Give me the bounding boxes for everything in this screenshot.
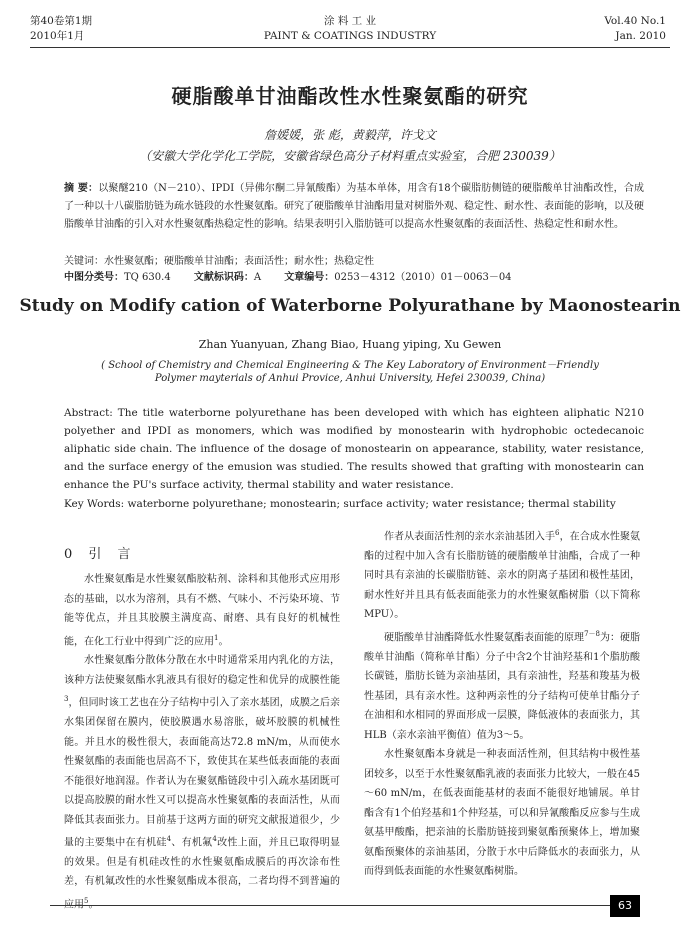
abstract-cn-text: 以聚醚210（N－210）、IPDI（异佛尔酮二异氰酸酯）为基本单体，用含有18个碳脂肪侧链的硬脂酸单甘油酯改性，合成了一种以十八碳脂肪链为疏水链段的水性聚氨酯。研究了硬脂酸单甘油酯用量对树脂外观、稳定性、耐水性、表面能的影响，以及硬脂酸单甘油酯的引入对水性聚氨酯热稳定性的影响。结果表明引入脂肪链可以提高水性聚氨酯的表面活性、热稳定性和耐水性。 (64, 183, 645, 230)
header-center (0, 14, 700, 44)
body-paragraph: 水性聚氨酯本身就是一种表面活性剂，但其结构中极性基团较多，以至于水性聚氨酯乳液的表面张力比较大，一般在45～60 mN/m，在低表面能基材的表面不能很好地铺展。单甘酯含有1个伯羟基和1个仲羟基，可以和异氰酸酯反应参与生成氨基甲酸酯，把亲油的长脂肪链接到聚氨酯预聚体上，增加聚氨酯预聚体的亲油基团，分散于水中后降低水的表面张力，从而得到低表面能的水性聚氨酯树脂。 (364, 749, 640, 878)
journal-en: PAINT & COATINGS INDUSTRY (263, 30, 437, 42)
citation: 6 (555, 529, 560, 537)
footer-rule (50, 905, 610, 906)
title-cn: 硬脂酸单甘油酯改性水性聚氨酯的研究 (171, 84, 529, 108)
keywords-cn-label: 关键词： (64, 256, 104, 267)
abstract-cn (64, 180, 644, 234)
citation: 1 (214, 633, 219, 642)
abstract-en-text: The title waterborne polyurethane has been developed with which has eighteen aliphatic N210 polyether and IPDI as monomers, which was modified by monostearin with hydrophobic octedecanoic aliphatic side chain. The influence of the dosage of monostearin on appearance, stability, water resistance, and the surface energy of the emusion was studied. The results showed that grafting with monostearin can enhance the PU's surface activity, thermal stability and water resistance. (64, 407, 644, 491)
body-paragraph: 水性聚氨酯分散体分散在水中时通常采用内乳化的方法，该种方法使聚氨酯水乳液具有很好的稳定性和优异的成膜性能$^3$，但同时该工艺也在分子结构中引入了亲水基团，成膜之后亲水集团保留在膜内，使胶膜遇水易溶胀，破坏胶膜的机械性能。并且水的极性很大，表面能高达72.8 mN/m，从而使水性聚氨酯的表面能也居高不下，致使其在某些低表面能的表面不能很好地润湿。作者认为在聚氨酯链段中引入疏水基团既可以提高胶膜的耐水性又可以提高水性聚氨酯的表面活性，从而降低其表面张力。目前基于这两方面的研究文献报道很少，少量的主要集中在有机硅$^4$、有机氟$^4$改性上面，并且已取得明显的效果。但是有机硅改性的水性聚氨酯成膜后的再次涂布性差，有机氟改性的水性聚氨酯成本很高，二者均得不到普遍的应用$^5$。 (64, 655, 341, 911)
journal-cn: 涂 料 工 业 (323, 15, 376, 27)
keywords-cn (64, 254, 644, 270)
keywords-en-label: Key Words: (64, 498, 125, 510)
issue-cn: 第40卷第1期 (30, 15, 93, 27)
body-paragraph: 作者从表面活性剂的亲水亲油基团入手$^6$，在合成水性聚氨酯的过程中加入含有长脂肪链的硬脂酸单甘油酯，合成了一种同时具有亲油的长碳脂肪链、亲水的阴离子基团和极性基团，耐水性好并且具有低表面能张力的水性聚氨酯树脂（以下简称MPU）。 (364, 529, 641, 621)
page-number: 63 (610, 895, 640, 917)
body-paragraph: 水性聚氨酯是水性聚氨酯胶粘剂、涂料和其他形式应用形态的基础，以水为溶剂，具有不燃、气味小、不污染环境、节能等优点，并且其胶膜主满度高、耐磨、具有良好的机械性能，在化工行业中得到广泛的应用$^1$。 (64, 574, 340, 647)
citation: 4 (166, 835, 172, 844)
abstract-en-label: Abstract: (64, 407, 113, 419)
citation: 3 (64, 695, 69, 704)
keywords-cn-text: 水性聚氨酯；硬脂酸单甘油酯；表面活性；耐水性；热稳定性 (104, 256, 374, 267)
header-rule (30, 47, 670, 48)
article-value: 0253－4312（2010）01－0063－04 (334, 272, 512, 283)
keywords-en (64, 496, 644, 512)
title-en: Study on Modify cation of Waterborne Polyurathane by Maonostearin (19, 296, 681, 316)
affiliation-cn: （安徽大学化学化工学院，安徽省绿色高分子材料重点实验室，合肥 230039） (139, 149, 561, 163)
header-right (604, 14, 666, 44)
clc-label: 中图分类号： (64, 272, 124, 283)
abstract-cn-label: 摘 要： (64, 183, 99, 194)
keywords-en-text: waterborne polyurethane; monostearin; surface activity; water resistance; thermal stability (127, 498, 616, 510)
body-column-right (364, 524, 640, 882)
section-title-introduction: 0 引 言 (64, 547, 137, 562)
citation: 5 (84, 896, 89, 905)
volume-en: Vol.40 No.1 (604, 15, 666, 27)
affiliation-en-line2: Polymer mayterials of Anhui Provice, Anhui University, Hefei 230039, China) (154, 373, 546, 384)
authors-en: Zhan Yuanyuan, Zhang Biao, Huang yiping, Xu Gewen (198, 338, 502, 351)
body-column-left (64, 570, 340, 915)
authors-cn: 詹媛媛，张 彪，黄毅萍，许戈文 (264, 128, 436, 142)
abstract-en (64, 404, 644, 494)
date-en: Jan. 2010 (615, 30, 666, 42)
clc-value: TQ 630.4 (124, 272, 171, 283)
citation: 4 (212, 835, 217, 844)
doc-label: 文献标识码： (193, 272, 254, 283)
article-label: 文章编号： (284, 272, 335, 283)
citation: 7－8 (584, 629, 600, 638)
body-paragraph: 硬脂酸单甘油酯降低水性聚氨酯表面能的原理$^{7-8}$为：硬脂酸单甘油酯（简称单甘酯）分子中含2个甘油羟基和1个脂肪酸长碳链，脂肪长链为亲油基团，具有亲油性，羟基和羧基为极性基团，具有亲水性。这种两亲性的分子结构可使单甘酯分子在油相和水相同的界面形成一层膜，降低液体的表面张力，其HLB（亲水亲油平衡值）值为3～5。 (364, 629, 641, 741)
classification (64, 270, 644, 286)
date-cn: 2010年1月 (30, 30, 85, 42)
affiliation-en-line1: ( School of Chemistry and Chemical Engineering & The Key Laboratory of Environment－Friendly (101, 360, 599, 371)
doc-value: A (253, 272, 262, 283)
